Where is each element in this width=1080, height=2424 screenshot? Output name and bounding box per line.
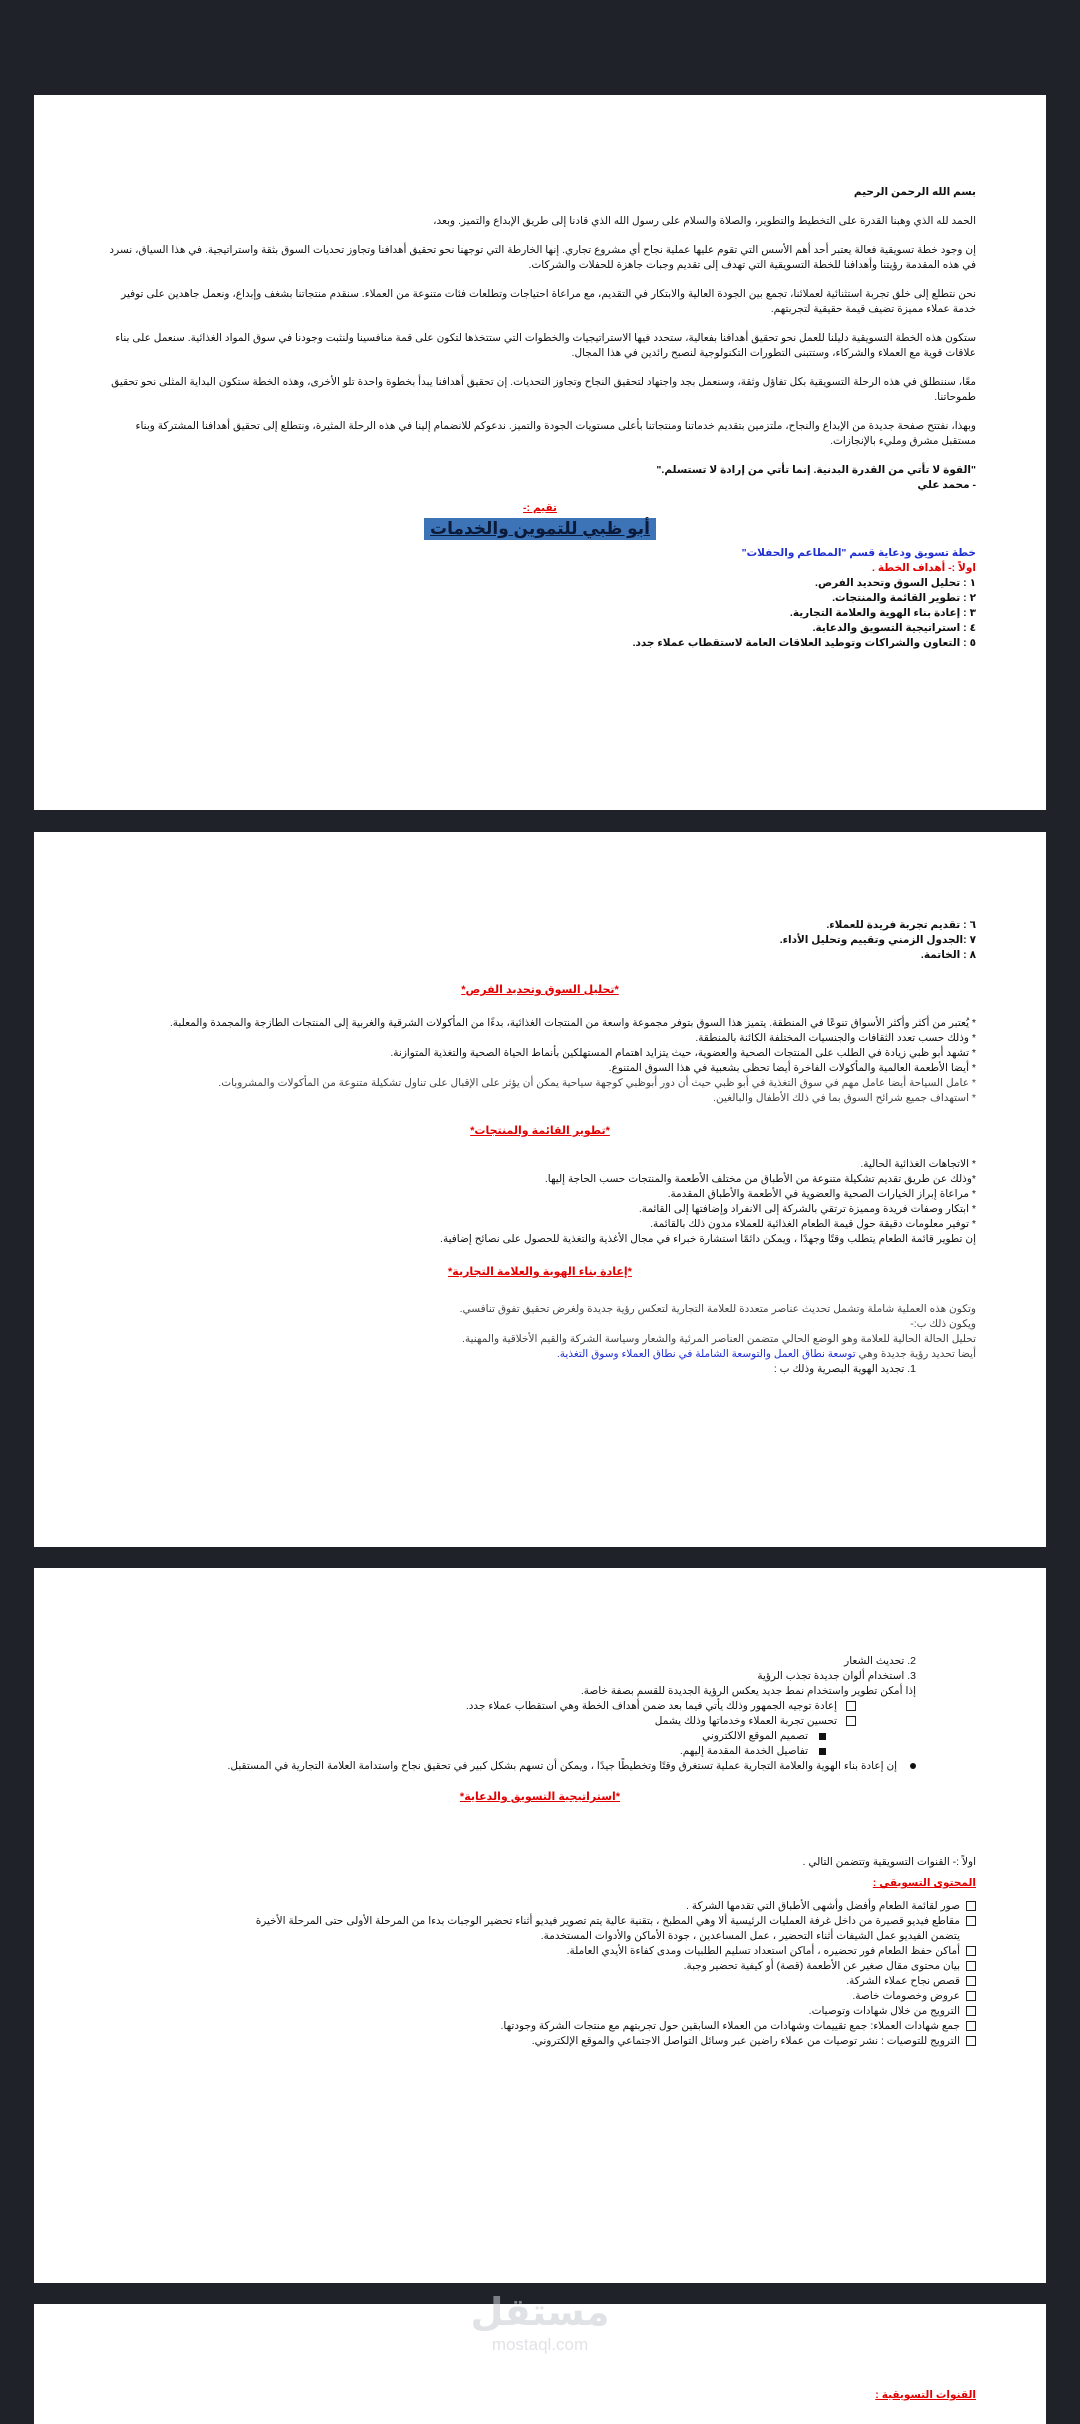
checkbox-icon bbox=[966, 1961, 976, 1971]
market-analysis-item: * عامل السياحة أيضا عامل مهم في سوق التغذية في أبو ظبي حيث أن دور أبوظبي كوجهة سياحية يمكن أن يؤثر على الإقبال على تناول تشكيلة متنوعة من المأكولات والمشروبات. bbox=[218, 1077, 976, 1089]
goal-item: ٣ : إعادة بناء الهوية والعلامة التجارية. bbox=[789, 607, 976, 619]
prepared-for-label: تقيم :- bbox=[523, 502, 557, 514]
watermark-main-text: مستقل bbox=[470, 2292, 610, 2334]
content-item-continuation: يتضمن الفيديو عمل الشيفات أثناء التحضير ، عمل المساعدين ، جودة الأماكن والأدوات المستخدمة. bbox=[540, 1930, 960, 1942]
square-bullet-label: تفاصيل الخدمة المقدمة إليهم. bbox=[679, 1745, 809, 1757]
goal-item: ٦ : تقديم تجربة فريدة للعملاء. bbox=[826, 919, 976, 931]
brand-vision-line bbox=[104, 1347, 976, 1362]
numbered-item: 2. تحديث الشعار bbox=[844, 1655, 916, 1667]
company-title: أبو ظبي للتموين والخدمات bbox=[424, 518, 656, 540]
brand-text: ويكون ذلك ب:- bbox=[910, 1318, 976, 1330]
content-item bbox=[104, 2019, 976, 2034]
goal-item: ٥ : التعاون والشراكات وتوطيد العلاقات العامة لاستقطاب عملاء جدد. bbox=[632, 637, 976, 649]
document-page-1 bbox=[34, 95, 1046, 810]
channels-heading: القنوات التسويقية : bbox=[875, 2389, 976, 2401]
checkbox-icon bbox=[966, 2036, 976, 2046]
basmala: بسم الله الرحمن الرحيم bbox=[853, 186, 976, 198]
market-analysis-item: * يُعتبر من أكثر وأكثر الأسواق تنوعًا في المنطقة. يتميز هذا السوق بتوفر مجموعة واسعة من المنتجات الغذائية، بدءًا من المأكولات الشرقية والغربية إلى المنتجات الطازجة والمجمدة والمعلبة. bbox=[169, 1017, 976, 1029]
goal-item: ١ : تحليل السوق وتحديد الفرص. bbox=[815, 577, 976, 589]
checkbox-icon bbox=[846, 1701, 856, 1711]
content-item bbox=[104, 1944, 976, 1959]
numbered-item: 1. تجديد الهوية البصرية وذلك ب : bbox=[773, 1363, 916, 1375]
content-item bbox=[104, 2034, 976, 2049]
content-item-label: الترويج للتوصيات : نشر توصيات من عملاء راضين عبر وسائل التواصل الاجتماعي والموقع الإلكتروني. bbox=[531, 2035, 960, 2047]
checkbox-icon bbox=[846, 1716, 856, 1726]
content-title: المحتوى التسويقي : bbox=[872, 1877, 976, 1889]
menu-development-item: * الاتجاهات الغذائية الحالية. bbox=[860, 1158, 976, 1170]
square-bullet-label: تصميم الموقع الالكتروني bbox=[702, 1730, 809, 1742]
intro-paragraph-2: نحن نتطلع إلى خلق تجربة استثنائية لعملائنا، تجمع بين الجودة العالية والابتكار في التقديم، مع مراعاة احتياجات وتطلعات فئات متنوعة من العملاء. سنقدم منتجاتنا بشغف وإبداع، ونعمل جاهدين على توفير خدمة عملاء مميزة تضيف قيمة حقيقية لتجربتهم. bbox=[121, 288, 976, 315]
content-item bbox=[104, 2004, 976, 2019]
content-item bbox=[104, 1914, 976, 1929]
content-item-label: مقاطع فيديو قصيرة من داخل غرفة العمليات الرئيسية ألا وهي المطبخ ، بتقنية عالية يتم تصوير فيديو أثناء تحضير الوجبات بدءا من المرحلة الأولى حتى المرحلة الأخيرة bbox=[255, 1915, 960, 1927]
content-item-label: صور لقائمة الطعام وأفضل وأشهى الأطباق التي تقدمها الشركة . bbox=[686, 1900, 960, 1912]
content-item-label: أماكن حفظ الطعام فور تحضيره ، أماكن استعداد تسليم الطلبيات ومدى كفاءة الأيدي العاملة. bbox=[566, 1945, 960, 1957]
checkbox-item bbox=[104, 1699, 976, 1714]
market-analysis-item: * استهداف جميع شرائح السوق بما في ذلك الأطفال والبالغين. bbox=[713, 1092, 976, 1104]
content-item-label: جمع شهادات العملاء: جمع تقييمات وشهادات من العملاء السابقين حول تجربتهم مع منتجات الشركة وجودتها. bbox=[500, 2020, 960, 2032]
square-bullet-item bbox=[104, 1744, 976, 1759]
market-analysis-item: * تشهد أبو ظبي زيادة في الطلب على المنتجات الصحية والعضوية، حيث يتزايد اهتمام المستهلكين بأنماط الحياة الصحية والتغذية المتوازنة. bbox=[390, 1047, 976, 1059]
dot-bullet-icon bbox=[910, 1763, 916, 1769]
goal-item: ٢ : تطوير القائمة والمنتجات. bbox=[832, 592, 976, 604]
intro-paragraph-5: وبهذا، نفتتح صفحة جديدة من الإبداع والنجاح، ملتزمين بتقديم خدماتنا ومنتجاتنا بأعلى مستويات الجودة والتميز. ندعوكم للانضمام إلينا في هذه الرحلة المثيرة، ونتطلع إلى تحقيق أهدافنا المشتركة وبناء مستقبل مشرق ومليء بالإنجازات. bbox=[135, 420, 976, 447]
checkbox-label: إعادة توجيه الجمهور وذلك يأتي فيما بعد ضمن أهداف الخطة وهي استقطاب عملاء جدد. bbox=[465, 1700, 838, 1712]
dot-bullet-label: إن إعادة بناء الهوية والعلامة التجارية عملية تستغرق وقتًا وتخطيطًا جيدًا ، ويمكن أن تسهم بشكل كبير في تحقيق نجاح واستدامة العلامة التجارية في المستقبل. bbox=[227, 1760, 898, 1772]
menu-development-item: * توفير معلومات دقيقة حول قيمة الطعام الغذائية للعملاء مدون ذلك بالقائمة. bbox=[650, 1218, 976, 1230]
square-bullet-icon bbox=[819, 1748, 826, 1755]
section-heading-menu-development: *تطوير القائمة والمنتجات* bbox=[470, 1125, 610, 1137]
brand-vision-highlight: توسعة نطاق العمل والتوسعة الشاملة في نطاق العملاء وسوق التغذية. bbox=[556, 1348, 856, 1360]
checkbox-icon bbox=[966, 1976, 976, 1986]
body-text: إذا أمكن تطوير واستخدام نمط جديد يعكس الرؤية الجديدة للقسم بصفة خاصة. bbox=[580, 1685, 916, 1697]
checkbox-icon bbox=[966, 1946, 976, 1956]
document-page-3 bbox=[34, 1568, 1046, 2283]
numbered-item: 3. استخدام ألوان جديدة تجذب الرؤية bbox=[757, 1670, 916, 1682]
content-item-label: بيان محتوى مقال صغير عن الأطعمة (قصة) أو كيفية تحضير وجبة. bbox=[683, 1960, 960, 1972]
checkbox-icon bbox=[966, 2006, 976, 2016]
checkbox-item bbox=[104, 1714, 976, 1729]
brand-vision-prefix: أيضا تحديد رؤية جديدة وهي bbox=[858, 1348, 976, 1360]
content-item bbox=[104, 1959, 976, 1974]
checkbox-label: تحسين تجربة العملاء وخدماتها وذلك يشمل bbox=[654, 1715, 838, 1727]
checkbox-icon bbox=[966, 2021, 976, 2031]
content-item-label: الترويج من خلال شهادات وتوصيات. bbox=[808, 2005, 960, 2017]
content-item-label: قصص نجاح عملاء الشركة. bbox=[846, 1975, 960, 1987]
content-item-label: عروض وخصومات خاصة. bbox=[852, 1990, 960, 2002]
brand-text: تحليل الحالة الحالية للعلامة وهو الوضع الحالي متضمن العناصر المرئية والشعار وسياسة الشركة والقيم الأخلاقية والمهنية. bbox=[462, 1333, 976, 1345]
section-heading-market-analysis: *تحليل السوق وتحديد الفرص* bbox=[461, 984, 619, 996]
checkbox-icon bbox=[966, 1901, 976, 1911]
checkbox-icon bbox=[966, 1916, 976, 1926]
square-bullet-item bbox=[104, 1729, 976, 1744]
intro-paragraph-1: إن وجود خطة تسويقية فعالة يعتبر أحد أهم الأسس التي تقوم عليها عملية نجاح أي مشروع تجاري. إنها الخارطة التي توجهنا نحو تحقيق أهدافنا وتجاوز تحديات السوق بثقة واستراتيجية. في هذا السياق، نسرد في هذه المقدمة رؤيتنا وأهدافنا للخطة التسويقية التي تهدف إلى تقديم وجبات جاهزة للحفلات والشركات. bbox=[109, 244, 976, 271]
watermark-logo bbox=[0, 2290, 1080, 2355]
goal-item: ٧ :الجدول الزمني وتقييم وتحليل الأداء. bbox=[779, 934, 976, 946]
section-heading-brand-identity: *إعادة بناء الهوية والعلامة التجارية* bbox=[448, 1266, 632, 1278]
watermark-url: mostaql.com bbox=[491, 2335, 589, 2354]
document-page-2 bbox=[34, 832, 1046, 1547]
checkbox-icon bbox=[966, 1991, 976, 2001]
brand-text: وتكون هذه العملية شاملة وتشمل تحديث عناصر متعددة للعلامة التجارية لتعكس رؤية جديدة ولغرض تحقيق تفوق تنافسي. bbox=[459, 1303, 976, 1315]
dot-bullet-item bbox=[104, 1759, 976, 1774]
plan-title: خطة تسويق ودعاية قسم "المطاعم والحفلات" bbox=[741, 547, 976, 559]
content-item bbox=[104, 1899, 976, 1914]
quote-author: - محمد علي bbox=[917, 479, 976, 491]
intro-paragraph-4: معًا، سننطلق في هذه الرحلة التسويقية بكل تفاؤل وثقة، وسنعمل بجد واجتهاد لتحقيق النجاح وتجاوز التحديات. إن تحقيق أهدافنا يبدأ بخطوة واحدة تلو الأخرى، وهذه الخطة ستكون البداية المثلى نحو تحقيق طموحاتنا. bbox=[111, 376, 976, 403]
menu-development-item: * ابتكار وصفات فريدة ومميزة ترتقي بالشركة إلى الانفراد وإضافتها إلى القائمة. bbox=[638, 1203, 976, 1215]
market-analysis-item: * وذلك حسب تعدد الثقافات والجنسيات المختلفة الكائنة بالمنطقة. bbox=[695, 1032, 976, 1044]
goal-item: ٨ : الخاتمة. bbox=[920, 949, 976, 961]
market-analysis-item: * أيضا الأطعمة العالمية والمأكولات الفاخرة أيضا تحظى بشعبية في هذا السوق المتنوع. bbox=[608, 1062, 976, 1074]
quote-text: "القوة لا تأتي من القدرة البدنية. إنما تأتي من إرادة لا تستسلم." bbox=[656, 464, 976, 476]
content-item bbox=[104, 1974, 976, 1989]
goals-title: اولاً :- أهداف الخطة . bbox=[872, 562, 976, 574]
menu-development-item: * مراعاة إبراز الخيارات الصحية والعضوية في الأطعمة والأطباق المقدمة. bbox=[667, 1188, 976, 1200]
content-item bbox=[104, 1989, 976, 2004]
square-bullet-icon bbox=[819, 1733, 826, 1740]
intro-paragraph-3: ستكون هذه الخطة التسويقية دليلنا للعمل نحو تحقيق أهدافنا بفعالية، ستحدد فيها الاستراتيجيات والخطوات التي ستتخذها لتكون على قمة منافسينا ولنثبت وجودنا في سوق المواد الغذائية. سنعمل على بناء علاقات قوية مع العملاء والشركاء، وستتبنى التطورات التكنولوجية لنصبح رائدين في هذا المجال. bbox=[115, 332, 976, 359]
goal-item: ٤ : استراتيجية التسويق والدعاية. bbox=[812, 622, 976, 634]
intro-text: الحمد لله الذي وهبنا القدرة على التخطيط والتطوير، والصلاة والسلام على رسول الله الذي قادنا إلى طريق الإبداع والتميز. وبعد، bbox=[433, 215, 976, 227]
menu-development-note: إن تطوير قائمة الطعام يتطلب وقتًا وجهدًا ، ويمكن دائمًا استشارة خبراء في مجال الأغذية والتغذية للحصول على نصائح إضافية. bbox=[440, 1233, 976, 1245]
channels-intro: اولاً :- القنوات التسويقية وتتضمن التالي . bbox=[802, 1856, 976, 1868]
menu-development-item: *وذلك عن طريق تقديم تشكيلة متنوعة من الأطباق من مختلف الأطعمة والمنتجات حسب الحاجة إليها. bbox=[544, 1173, 976, 1185]
section-heading-marketing-strategy: *استراتيجية التسويق والدعاية* bbox=[459, 1791, 621, 1803]
